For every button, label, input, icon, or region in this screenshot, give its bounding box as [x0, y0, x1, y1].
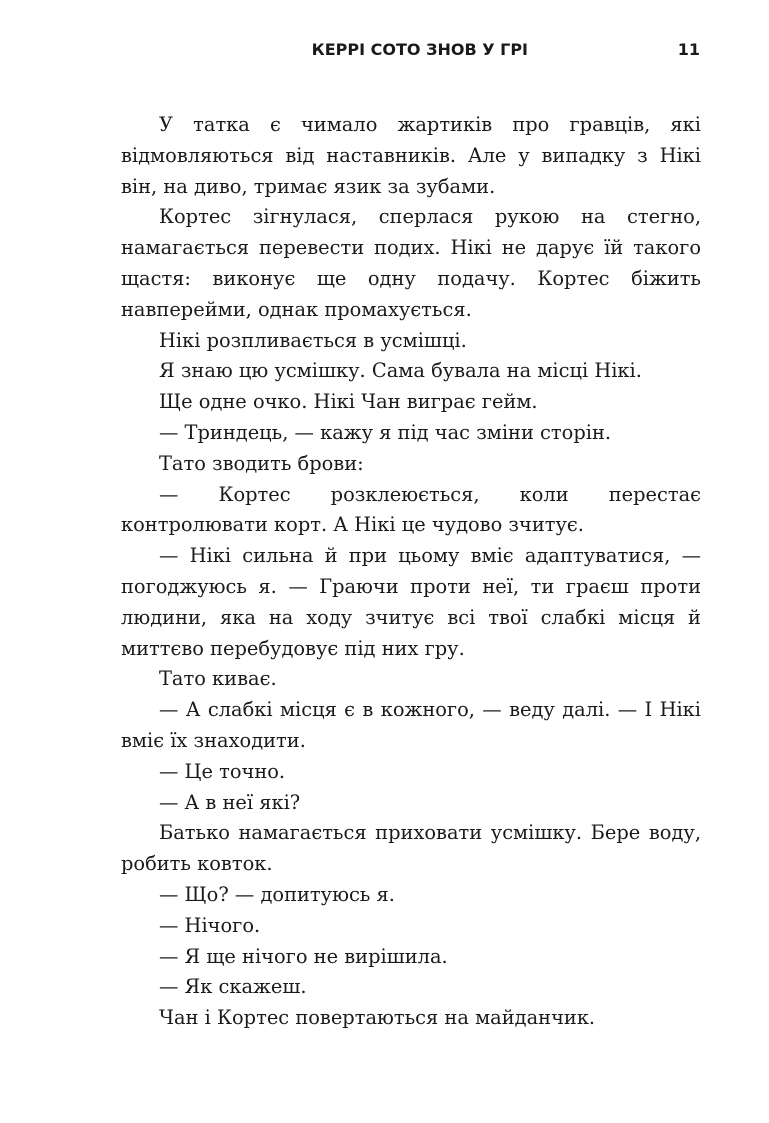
- paragraph: Кортес зігнулася, сперлася рукою на стегно, намагається перевести подих. Нікі не дарує їй такого щастя: виконує ще одну подачу. Кортес біжить навперейми, однак промахується.: [121, 205, 701, 321]
- paragraph: Чан і Кортес повертаються на майданчик.: [159, 1006, 596, 1030]
- paragraph: — Нікі сильна й при цьому вміє адаптуватися, — погоджуюсь я. — Граючи проти неї, ти граєш проти людини, яка на ходу зчитує всі твої слабкі місця й миттєво перебудовує під них гру.: [121, 544, 701, 660]
- paragraph: Я знаю цю усмішку. Сама бувала на місці Нікі.: [159, 359, 642, 383]
- paragraph: У татка є чимало жартиків про гравців, які відмовляються від наставників. Але у випадку з Нікі він, на диво, тримає язик за зубами.: [121, 113, 701, 198]
- paragraph: Ще одне очко. Нікі Чан виграє гейм.: [159, 390, 538, 414]
- running-title: КЕРРІ СОТО ЗНОВ У ГРІ: [311, 40, 528, 59]
- paragraph: — Це точно.: [159, 759, 286, 783]
- paragraph: — Триндець, — кажу я під час зміни сторін.: [159, 420, 612, 444]
- paragraph: — Як скажеш.: [159, 975, 307, 999]
- paragraph: Тато зводить брови:: [159, 451, 364, 475]
- paragraph: Тато киває.: [159, 667, 277, 691]
- paragraph: — А в неї які?: [159, 790, 301, 814]
- body-text: [121, 110, 701, 1034]
- paragraph: — Кортес розклеюється, коли перестає контролювати корт. А Нікі це чудово зчитує.: [121, 482, 701, 537]
- page-number: 11: [677, 40, 700, 59]
- paragraph: — Нічого.: [159, 913, 261, 937]
- paragraph: — Я ще нічого не вирішила.: [159, 944, 448, 968]
- paragraph: Нікі розпливається в усмішці.: [159, 328, 467, 352]
- paragraph: — А слабкі місця є в кожного, — веду далі. — І Нікі вміє їх знаходити.: [121, 698, 701, 752]
- page-header: [110, 40, 700, 64]
- paragraph: Батько намагається приховати усмішку. Бере воду, робить ковток.: [121, 821, 701, 876]
- paragraph: — Що? — допитуюсь я.: [159, 882, 395, 906]
